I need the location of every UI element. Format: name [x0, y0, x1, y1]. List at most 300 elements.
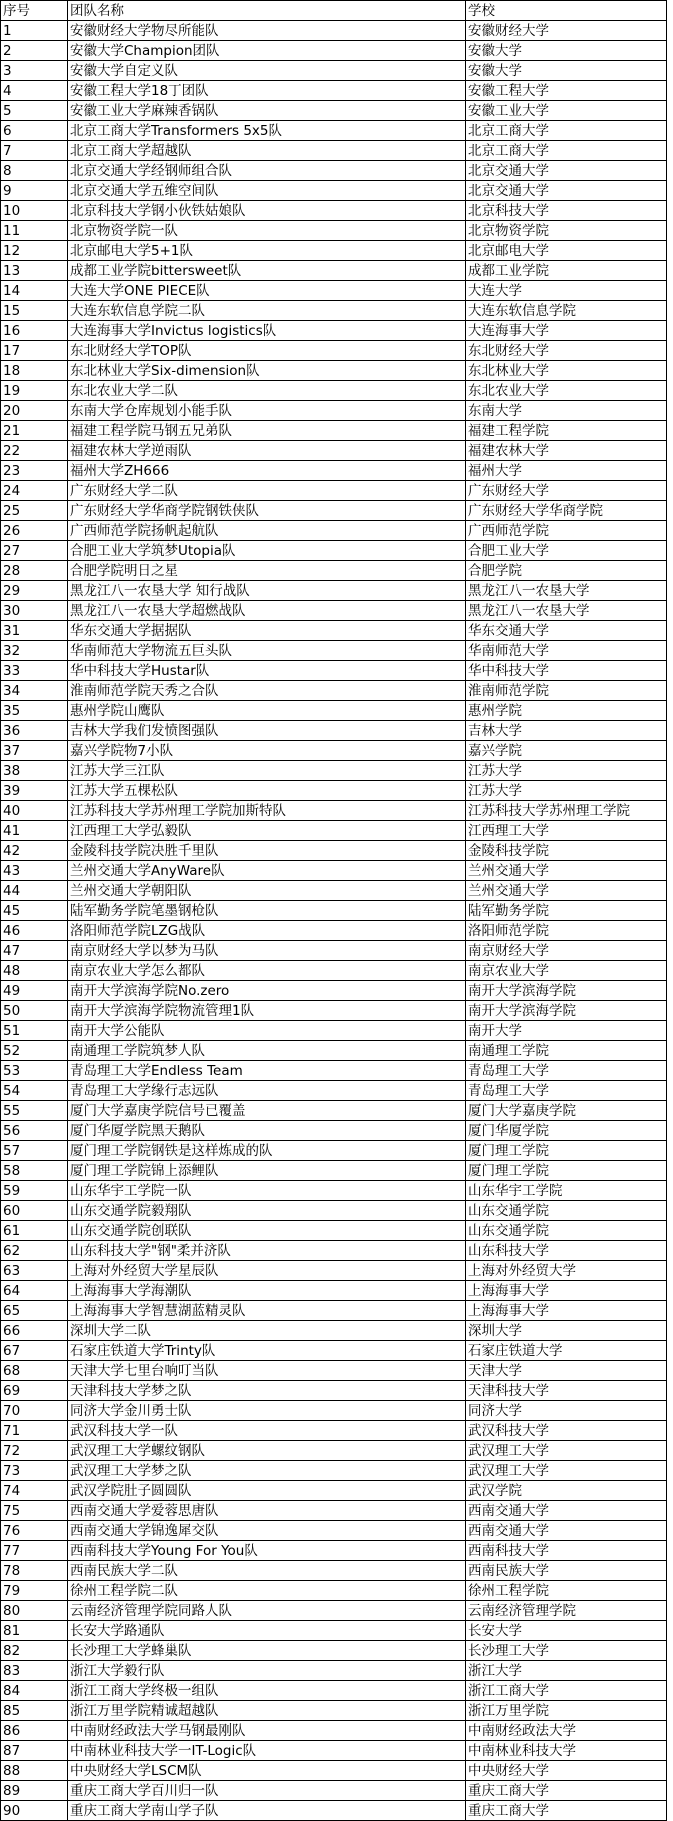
row-school: 淮南师范学院 [466, 681, 667, 701]
row-index: 45 [1, 901, 68, 921]
table-row [1, 361, 667, 381]
row-index: 52 [1, 1041, 68, 1061]
row-index: 25 [1, 501, 68, 521]
table-row [1, 1081, 667, 1101]
table-row [1, 341, 667, 361]
row-team-name: 浙江大学毅行队 [68, 1661, 466, 1681]
row-team-name: 福州大学ZH666 [68, 461, 466, 481]
row-index: 6 [1, 121, 68, 141]
row-index: 69 [1, 1381, 68, 1401]
row-team-name: 东北农业大学二队 [68, 381, 466, 401]
row-index: 70 [1, 1401, 68, 1421]
row-team-name: 合肥工业大学筑梦Utopia队 [68, 541, 466, 561]
row-team-name: 北京工商大学Transformers 5x5队 [68, 121, 466, 141]
row-index: 51 [1, 1021, 68, 1041]
row-team-name: 浙江工商大学终极一组队 [68, 1681, 466, 1701]
row-index: 12 [1, 241, 68, 261]
row-team-name: 徐州工程学院二队 [68, 1581, 466, 1601]
row-team-name: 东北林业大学Six-dimension队 [68, 361, 466, 381]
row-index: 41 [1, 821, 68, 841]
table-body [1, 21, 667, 1821]
row-school: 福州大学 [466, 461, 667, 481]
row-school: 南开大学滨海学院 [466, 1001, 667, 1021]
row-index: 49 [1, 981, 68, 1001]
row-school: 天津大学 [466, 1361, 667, 1381]
row-school: 江苏科技大学苏州理工学院 [466, 801, 667, 821]
row-school: 浙江大学 [466, 1661, 667, 1681]
table-row [1, 881, 667, 901]
row-school: 北京工商大学 [466, 121, 667, 141]
row-index: 65 [1, 1301, 68, 1321]
row-index: 56 [1, 1121, 68, 1141]
row-index: 53 [1, 1061, 68, 1081]
table-row [1, 1441, 667, 1461]
row-school: 安徽大学 [466, 41, 667, 61]
row-index: 8 [1, 161, 68, 181]
table-row [1, 1301, 667, 1321]
row-index: 40 [1, 801, 68, 821]
row-team-name: 北京交通大学五维空间队 [68, 181, 466, 201]
row-index: 76 [1, 1521, 68, 1541]
row-school: 黑龙江八一农垦大学 [466, 601, 667, 621]
row-team-name: 山东华宇工学院一队 [68, 1181, 466, 1201]
row-team-name: 西南交通大学爱蓉思唐队 [68, 1501, 466, 1521]
row-school: 北京邮电大学 [466, 241, 667, 261]
row-index: 67 [1, 1341, 68, 1361]
row-index: 60 [1, 1201, 68, 1221]
table-row [1, 521, 667, 541]
row-team-name: 福建农林大学逆雨队 [68, 441, 466, 461]
row-school: 广西师范学院 [466, 521, 667, 541]
row-index: 16 [1, 321, 68, 341]
row-school: 重庆工商大学 [466, 1781, 667, 1801]
table-row [1, 961, 667, 981]
row-school: 浙江万里学院 [466, 1701, 667, 1721]
row-school: 武汉理工大学 [466, 1461, 667, 1481]
table-row [1, 661, 667, 681]
row-school: 合肥学院 [466, 561, 667, 581]
row-team-name: 北京科技大学钢小伙铁姑娘队 [68, 201, 466, 221]
row-school: 西南科技大学 [466, 1541, 667, 1561]
row-team-name: 南京财经大学以梦为马队 [68, 941, 466, 961]
row-team-name: 南开大学滨海学院No.zero [68, 981, 466, 1001]
row-school: 兰州交通大学 [466, 881, 667, 901]
table-row [1, 201, 667, 221]
row-team-name: 厦门理工学院钢铁是这样炼成的队 [68, 1141, 466, 1161]
row-index: 17 [1, 341, 68, 361]
table-row [1, 1581, 667, 1601]
row-school: 上海对外经贸大学 [466, 1261, 667, 1281]
row-team-name: 成都工业学院bittersweet队 [68, 261, 466, 281]
table-row [1, 1181, 667, 1201]
table-row [1, 1381, 667, 1401]
row-index: 4 [1, 81, 68, 101]
row-team-name: 大连东软信息学院二队 [68, 301, 466, 321]
row-school: 山东交通学院 [466, 1201, 667, 1221]
row-school: 江西理工大学 [466, 821, 667, 841]
row-school: 北京交通大学 [466, 181, 667, 201]
row-team-name: 长沙理工大学蜂巢队 [68, 1641, 466, 1661]
row-school: 北京科技大学 [466, 201, 667, 221]
row-school: 华南师范大学 [466, 641, 667, 661]
row-index: 19 [1, 381, 68, 401]
row-index: 5 [1, 101, 68, 121]
row-team-name: 南开大学滨海学院物流管理1队 [68, 1001, 466, 1021]
row-school: 大连海事大学 [466, 321, 667, 341]
row-school: 东北财经大学 [466, 341, 667, 361]
table-row [1, 41, 667, 61]
row-index: 83 [1, 1661, 68, 1681]
row-school: 北京工商大学 [466, 141, 667, 161]
row-index: 47 [1, 941, 68, 961]
row-team-name: 金陵科技学院决胜千里队 [68, 841, 466, 861]
table-row [1, 581, 667, 601]
row-index: 38 [1, 761, 68, 781]
row-team-name: 南开大学公能队 [68, 1021, 466, 1041]
row-team-name: 上海对外经贸大学星辰队 [68, 1261, 466, 1281]
table-row [1, 1041, 667, 1061]
table-row [1, 601, 667, 621]
row-school: 惠州学院 [466, 701, 667, 721]
table-row [1, 1521, 667, 1541]
row-index: 14 [1, 281, 68, 301]
row-team-name: 广西师范学院扬帆起航队 [68, 521, 466, 541]
table-row [1, 321, 667, 341]
row-index: 35 [1, 701, 68, 721]
row-school: 东北林业大学 [466, 361, 667, 381]
row-team-name: 陆军勤务学院笔墨钢枪队 [68, 901, 466, 921]
row-school: 同济大学 [466, 1401, 667, 1421]
row-team-name: 厦门理工学院锦上添鲤队 [68, 1161, 466, 1181]
row-index: 9 [1, 181, 68, 201]
row-school: 云南经济管理学院 [466, 1601, 667, 1621]
row-index: 21 [1, 421, 68, 441]
table-row [1, 1461, 667, 1481]
table-row [1, 1661, 667, 1681]
table-row [1, 741, 667, 761]
row-team-name: 厦门华厦学院黑天鹅队 [68, 1121, 466, 1141]
row-index: 68 [1, 1361, 68, 1381]
row-team-name: 安徽大学自定义队 [68, 61, 466, 81]
row-team-name: 南京农业大学怎么都队 [68, 961, 466, 981]
row-school: 黑龙江八一农垦大学 [466, 581, 667, 601]
row-index: 23 [1, 461, 68, 481]
row-school: 浙江工商大学 [466, 1681, 667, 1701]
row-team-name: 惠州学院山鹰队 [68, 701, 466, 721]
row-team-name: 江西理工大学弘毅队 [68, 821, 466, 841]
row-school: 天津科技大学 [466, 1381, 667, 1401]
header-school: 学校 [466, 1, 667, 21]
table-row [1, 241, 667, 261]
table-row [1, 901, 667, 921]
table-row [1, 1801, 667, 1821]
row-index: 66 [1, 1321, 68, 1341]
table-row [1, 1561, 667, 1581]
row-index: 37 [1, 741, 68, 761]
row-school: 安徽大学 [466, 61, 667, 81]
row-index: 2 [1, 41, 68, 61]
row-school: 武汉理工大学 [466, 1441, 667, 1461]
row-index: 10 [1, 201, 68, 221]
table-row [1, 1101, 667, 1121]
row-school: 大连东软信息学院 [466, 301, 667, 321]
row-school: 南通理工学院 [466, 1041, 667, 1061]
table-row [1, 81, 667, 101]
row-team-name: 广东财经大学二队 [68, 481, 466, 501]
table-row [1, 1221, 667, 1241]
row-index: 13 [1, 261, 68, 281]
table-row [1, 1281, 667, 1301]
row-team-name: 黑龙江八一农垦大学超燃战队 [68, 601, 466, 621]
row-school: 厦门理工学院 [466, 1141, 667, 1161]
row-team-name: 武汉理工大学梦之队 [68, 1461, 466, 1481]
row-school: 厦门华厦学院 [466, 1121, 667, 1141]
row-team-name: 江苏大学五棵松队 [68, 781, 466, 801]
table-row [1, 761, 667, 781]
table-row [1, 801, 667, 821]
row-index: 89 [1, 1781, 68, 1801]
row-index: 78 [1, 1561, 68, 1581]
row-school: 安徽工业大学 [466, 101, 667, 121]
table-row [1, 821, 667, 841]
row-team-name: 青岛理工大学Endless Team [68, 1061, 466, 1081]
table-row [1, 941, 667, 961]
row-school: 洛阳师范学院 [466, 921, 667, 941]
row-school: 兰州交通大学 [466, 861, 667, 881]
table-row [1, 541, 667, 561]
row-school: 中央财经大学 [466, 1761, 667, 1781]
row-school: 西南民族大学 [466, 1561, 667, 1581]
row-index: 3 [1, 61, 68, 81]
row-team-name: 西南科技大学Young For You队 [68, 1541, 466, 1561]
table-row [1, 641, 667, 661]
table-row [1, 1681, 667, 1701]
table-row [1, 841, 667, 861]
row-index: 77 [1, 1541, 68, 1561]
row-index: 86 [1, 1721, 68, 1741]
header-row [1, 1, 667, 21]
row-index: 15 [1, 301, 68, 321]
row-team-name: 山东科技大学"钢"柔并济队 [68, 1241, 466, 1261]
table-row [1, 381, 667, 401]
row-school: 青岛理工大学 [466, 1061, 667, 1081]
table-row [1, 1601, 667, 1621]
header-index: 序号 [1, 1, 68, 21]
row-school: 厦门大学嘉庚学院 [466, 1101, 667, 1121]
row-school: 西南交通大学 [466, 1521, 667, 1541]
table-row [1, 981, 667, 1001]
table-row [1, 861, 667, 881]
table-header [1, 1, 667, 21]
row-team-name: 合肥学院明日之星 [68, 561, 466, 581]
row-team-name: 北京工商大学超越队 [68, 141, 466, 161]
row-team-name: 中南财经政法大学马钢最刚队 [68, 1721, 466, 1741]
row-school: 大连大学 [466, 281, 667, 301]
row-school: 南开大学滨海学院 [466, 981, 667, 1001]
table-row [1, 221, 667, 241]
row-school: 石家庄铁道大学 [466, 1341, 667, 1361]
row-school: 东南大学 [466, 401, 667, 421]
row-school: 山东交通学院 [466, 1221, 667, 1241]
row-index: 20 [1, 401, 68, 421]
row-team-name: 嘉兴学院物7小队 [68, 741, 466, 761]
table-row [1, 301, 667, 321]
row-index: 88 [1, 1761, 68, 1781]
row-team-name: 安徽工业大学麻辣香锅队 [68, 101, 466, 121]
row-team-name: 大连海事大学Invictus logistics队 [68, 321, 466, 341]
table-row [1, 1241, 667, 1261]
row-index: 33 [1, 661, 68, 681]
row-team-name: 云南经济管理学院同路人队 [68, 1601, 466, 1621]
row-index: 73 [1, 1461, 68, 1481]
row-school: 北京交通大学 [466, 161, 667, 181]
row-index: 79 [1, 1581, 68, 1601]
row-school: 合肥工业大学 [466, 541, 667, 561]
table-row [1, 181, 667, 201]
row-index: 29 [1, 581, 68, 601]
row-index: 48 [1, 961, 68, 981]
table-row [1, 481, 667, 501]
row-team-name: 兰州交通大学AnyWare队 [68, 861, 466, 881]
row-index: 50 [1, 1001, 68, 1021]
row-index: 62 [1, 1241, 68, 1261]
row-index: 42 [1, 841, 68, 861]
row-school: 金陵科技学院 [466, 841, 667, 861]
row-team-name: 大连大学ONE PIECE队 [68, 281, 466, 301]
table-row [1, 1501, 667, 1521]
row-index: 24 [1, 481, 68, 501]
row-school: 徐州工程学院 [466, 1581, 667, 1601]
table-row [1, 141, 667, 161]
row-school: 南京财经大学 [466, 941, 667, 961]
row-index: 1 [1, 21, 68, 41]
row-school: 山东华宇工学院 [466, 1181, 667, 1201]
row-school: 上海海事大学 [466, 1281, 667, 1301]
table-row [1, 1701, 667, 1721]
row-team-name: 黑龙江八一农垦大学 知行战队 [68, 581, 466, 601]
row-index: 11 [1, 221, 68, 241]
table-row [1, 681, 667, 701]
row-team-name: 福建工程学院马钢五兄弟队 [68, 421, 466, 441]
row-school: 青岛理工大学 [466, 1081, 667, 1101]
row-team-name: 浙江万里学院精诚超越队 [68, 1701, 466, 1721]
row-index: 43 [1, 861, 68, 881]
table-row [1, 621, 667, 641]
row-index: 61 [1, 1221, 68, 1241]
row-team-name: 江苏大学三江队 [68, 761, 466, 781]
row-index: 7 [1, 141, 68, 161]
table-row [1, 421, 667, 441]
row-team-name: 上海海事大学智慧湖蓝精灵队 [68, 1301, 466, 1321]
table-row [1, 1021, 667, 1041]
row-team-name: 重庆工商大学百川归一队 [68, 1781, 466, 1801]
table-row [1, 1401, 667, 1421]
row-index: 84 [1, 1681, 68, 1701]
row-team-name: 北京交通大学经钢师组合队 [68, 161, 466, 181]
table-row [1, 1341, 667, 1361]
row-team-name: 东南大学仓库规划小能手队 [68, 401, 466, 421]
row-team-name: 江苏科技大学苏州理工学院加斯特队 [68, 801, 466, 821]
table-row [1, 721, 667, 741]
row-index: 44 [1, 881, 68, 901]
table-row [1, 1001, 667, 1021]
table-row [1, 281, 667, 301]
row-school: 北京物资学院 [466, 221, 667, 241]
row-school: 成都工业学院 [466, 261, 667, 281]
table-row [1, 561, 667, 581]
table-row [1, 781, 667, 801]
row-school: 武汉学院 [466, 1481, 667, 1501]
row-school: 江苏大学 [466, 761, 667, 781]
row-team-name: 淮南师范学院天秀之合队 [68, 681, 466, 701]
row-school: 东北农业大学 [466, 381, 667, 401]
row-index: 36 [1, 721, 68, 741]
row-index: 30 [1, 601, 68, 621]
row-school: 中南财经政法大学 [466, 1721, 667, 1741]
row-school: 安徽财经大学 [466, 21, 667, 41]
table-row [1, 21, 667, 41]
row-index: 46 [1, 921, 68, 941]
table-row [1, 501, 667, 521]
table-row [1, 1141, 667, 1161]
row-team-name: 华南师范大学物流五巨头队 [68, 641, 466, 661]
row-index: 80 [1, 1601, 68, 1621]
table-row [1, 461, 667, 481]
row-team-name: 安徽工程大学18丁团队 [68, 81, 466, 101]
table-row [1, 1741, 667, 1761]
row-school: 安徽工程大学 [466, 81, 667, 101]
table-row [1, 401, 667, 421]
row-school: 嘉兴学院 [466, 741, 667, 761]
row-school: 陆军勤务学院 [466, 901, 667, 921]
row-index: 63 [1, 1261, 68, 1281]
row-school: 长沙理工大学 [466, 1641, 667, 1661]
table-row [1, 61, 667, 81]
row-index: 58 [1, 1161, 68, 1181]
row-school: 长安大学 [466, 1621, 667, 1641]
row-index: 28 [1, 561, 68, 581]
table-row [1, 1621, 667, 1641]
row-index: 74 [1, 1481, 68, 1501]
header-team-name: 团队名称 [68, 1, 466, 21]
row-index: 26 [1, 521, 68, 541]
table-row [1, 1121, 667, 1141]
row-index: 34 [1, 681, 68, 701]
table-row [1, 261, 667, 281]
row-index: 59 [1, 1181, 68, 1201]
row-index: 72 [1, 1441, 68, 1461]
row-index: 82 [1, 1641, 68, 1661]
row-index: 31 [1, 621, 68, 641]
row-team-name: 天津科技大学梦之队 [68, 1381, 466, 1401]
table-row [1, 1721, 667, 1741]
row-school: 福建工程学院 [466, 421, 667, 441]
row-index: 22 [1, 441, 68, 461]
row-team-name: 重庆工商大学南山学子队 [68, 1801, 466, 1821]
row-school: 江苏大学 [466, 781, 667, 801]
table-row [1, 1641, 667, 1661]
row-team-name: 上海海事大学海潮队 [68, 1281, 466, 1301]
row-index: 18 [1, 361, 68, 381]
row-team-name: 长安大学路通队 [68, 1621, 466, 1641]
row-team-name: 武汉学院肚子圆圆队 [68, 1481, 466, 1501]
row-team-name: 吉林大学我们发愤图强队 [68, 721, 466, 741]
table-row [1, 1541, 667, 1561]
row-team-name: 深圳大学二队 [68, 1321, 466, 1341]
row-team-name: 洛阳师范学院LZG战队 [68, 921, 466, 941]
table-row [1, 101, 667, 121]
row-index: 54 [1, 1081, 68, 1101]
